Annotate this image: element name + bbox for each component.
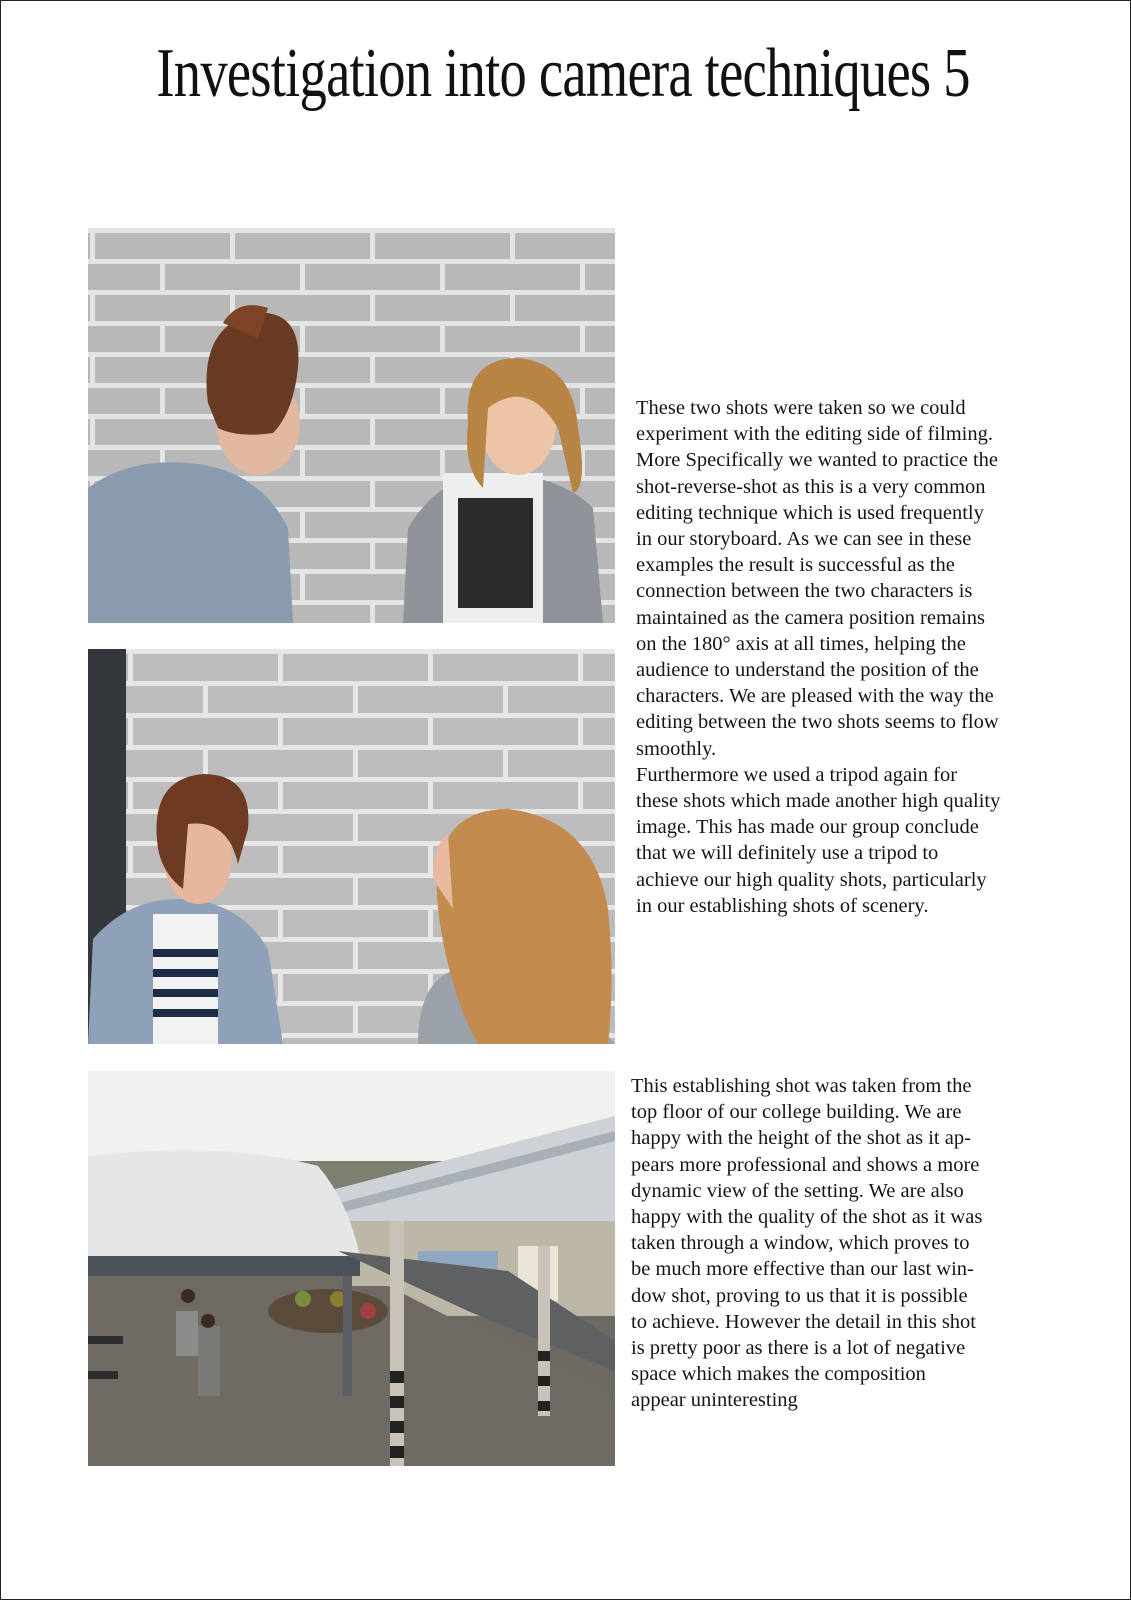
page-title: Investigation into camera techniques 5 — [156, 35, 970, 112]
photo-shot — [88, 228, 615, 623]
photo-reverse-shot-image — [88, 649, 615, 1044]
photo-establishing-shot — [88, 1071, 615, 1466]
paragraph-establishing-shot: This establishing shot was taken from the top floor of our college building. We are happy with the height of the shot as it ap- pears more professional and shows a more dynamic view of the setting. We are also happy with the quality of the shot as it was taken through a window, which proves to be much more effective than our last win- dow shot, proving to us that it is possible to achieve. However the detail in this shot is pretty poor as there is a lot of negative space which makes the composition appear uninteresting — [631, 1075, 983, 1412]
photo-establishing-shot-image — [88, 1071, 615, 1466]
photo-reverse-shot — [88, 649, 615, 1044]
paragraph-shot-reverse-shot: These two shots were taken so we could experiment with the editing side of filming. More Specifically we wanted to practice the shot-reverse-shot as this is a very common editing technique which is used frequently in our storyboard. As we can see in these examples the result is successful as the connection between the two characters is maintained as the camera position remains on the 180° axis at all times, helping the audience to understand the position of the characters. We are pleased with the way the editing between the two shots seems to flow smoothly. Furthermore we used a tripod again for these shots which made another high quality image. This has made our group conclude that we will definitely use a tripod to achieve our high quality shots, particularly in our establishing shots of scenery. — [636, 397, 1001, 917]
photo-shot-image — [88, 228, 615, 623]
